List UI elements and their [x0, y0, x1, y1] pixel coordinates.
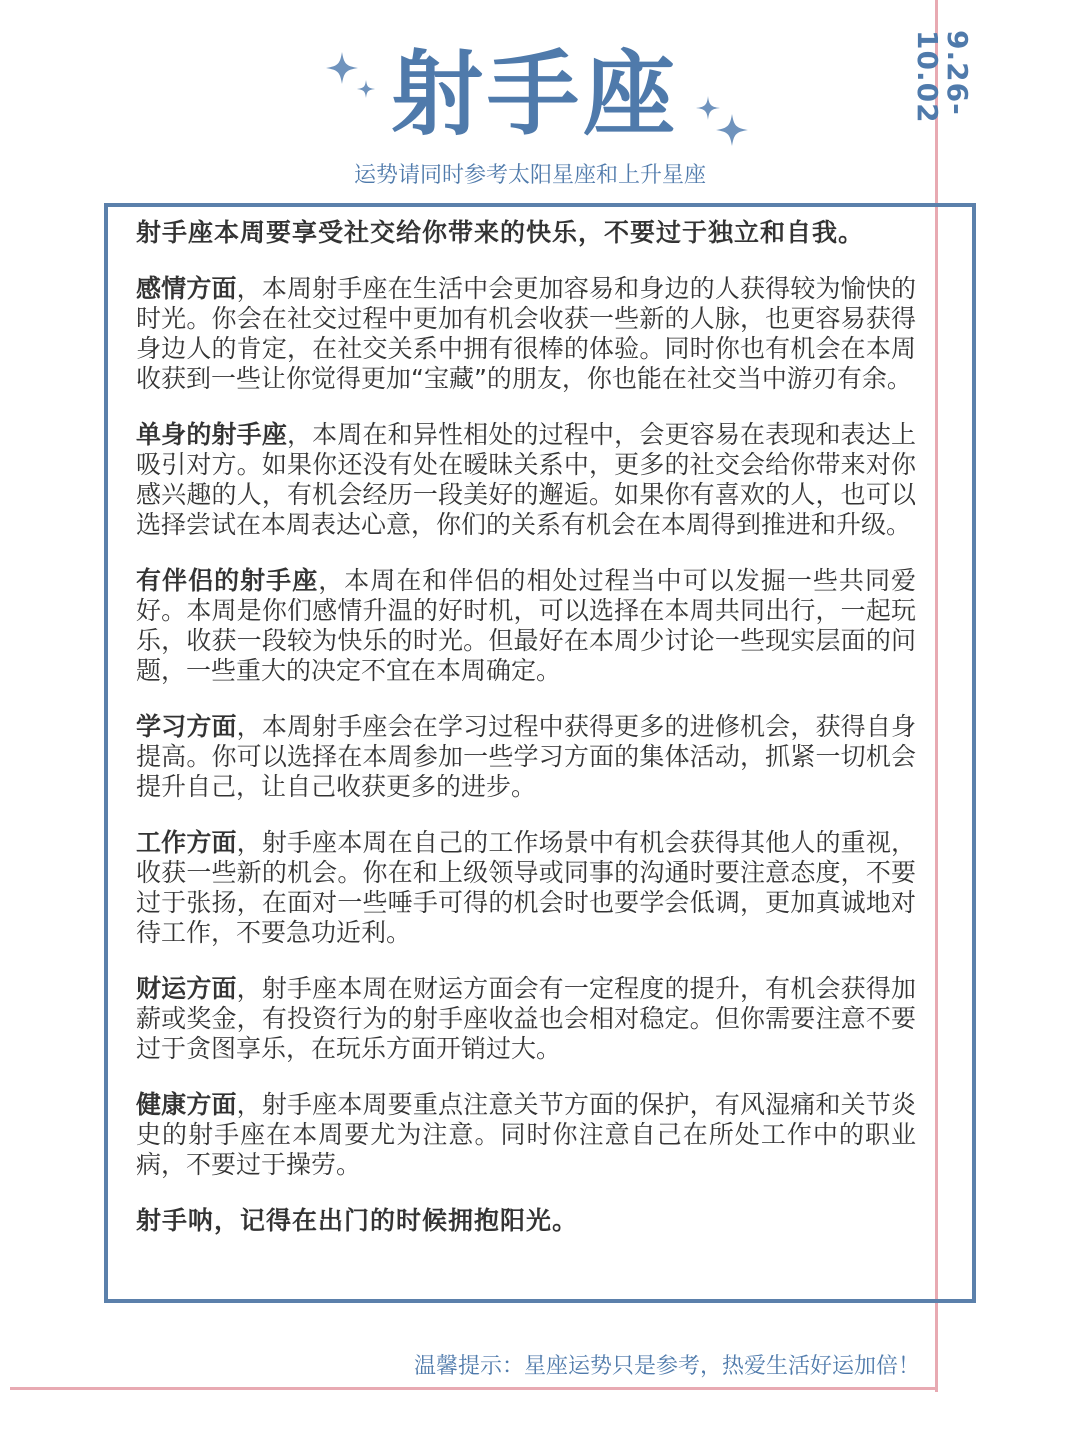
sparkle-icon: [322, 48, 382, 108]
section-label: 有伴侣的射手座: [136, 566, 319, 595]
section-label: 财运方面: [136, 974, 237, 1003]
section-text: ，本周射手座会在学习过程中获得更多的进修机会，获得自身提高。你可以选择在本周参加一些学习方面的集体活动，抓紧一切机会提升自己，让自己收获更多的进步。: [136, 712, 916, 801]
section-study: [136, 712, 916, 802]
date-range: 9.26-10.02: [911, 30, 974, 124]
section-wealth: [136, 974, 916, 1064]
section-text: ，本周在和异性相处的过程中，会更容易在表现和表达上吸引对方。如果你还没有处在暧昧关系中，更多的社交会给你带来对你感兴趣的人，有机会经历一段美好的邂逅。如果你有喜欢的人，也可以选择尝试在本周表达心意，你们的关系有机会在本周得到推进和升级。: [136, 420, 916, 539]
page-title: 射手座: [390, 41, 679, 148]
pink-horizontal-line: [10, 1387, 938, 1390]
section-text: ，射手座本周在财运方面会有一定程度的提升，有机会获得加薪或奖金，有投资行为的射手座收益也会相对稳定。但你需要注意不要过于贪图享乐，在玩乐方面开销过大。: [136, 974, 916, 1063]
section-health: [136, 1090, 916, 1180]
section-love: [136, 274, 916, 394]
section-single: [136, 420, 916, 540]
section-label: 单身的射手座: [136, 420, 287, 449]
section-text: ，本周在和伴侣的相处过程当中可以发掘一些共同爱好。本周是你们感情升温的好时机，可以选择在本周共同出行，一起玩乐，收获一段较为快乐的时光。但最好在本周少讨论一些现实层面的问题，一些重大的决定不宜在本周确定。: [136, 566, 916, 685]
section-label: 学习方面: [136, 712, 237, 741]
sparkle-icon: [692, 92, 752, 152]
footer-tip: 温馨提示：星座运势只是参考，热爱生活好运加倍！: [413, 1354, 920, 1379]
section-text: ，射手座本周在自己的工作场景中有机会获得其他人的重视，收获一些新的机会。你在和上级领导或同事的沟通时要注意态度，不要过于张扬，在面对一些唾手可得的机会时也要学会低调，更加真诚地对待工作，不要急功近利。: [136, 828, 916, 947]
lead-sentence: 射手座本周要享受社交给你带来的快乐，不要过于独立和自我。: [136, 218, 865, 247]
section-work: [136, 828, 916, 948]
subtitle: 运势请同时参考太阳星座和上升星座: [353, 163, 706, 188]
section-text: ，本周射手座在生活中会更加容易和身边的人获得较为愉快的时光。你会在社交过程中更加有机会收获一些新的人脉，也更容易获得身边人的肯定，在社交关系中拥有很棒的体验。同时你也有机会在本周收获到一些让你觉得更加“宝藏”的朋友，你也能在社交当中游刃有余。: [136, 274, 916, 393]
section-label: 工作方面: [136, 828, 237, 857]
section-partnered: [136, 566, 916, 686]
horoscope-content: [136, 218, 916, 1262]
section-text: ，射手座本周要重点注意关节方面的保护，有风湿痛和关节炎史的射手座在本周要尤为注意。同时你注意自己在所处工作中的职业病，不要过于操劳。: [136, 1090, 916, 1179]
section-label: 健康方面: [136, 1090, 237, 1119]
section-label: 感情方面: [136, 274, 237, 303]
closing-sentence: 射手呐，记得在出门的时候拥抱阳光。: [136, 1206, 579, 1235]
